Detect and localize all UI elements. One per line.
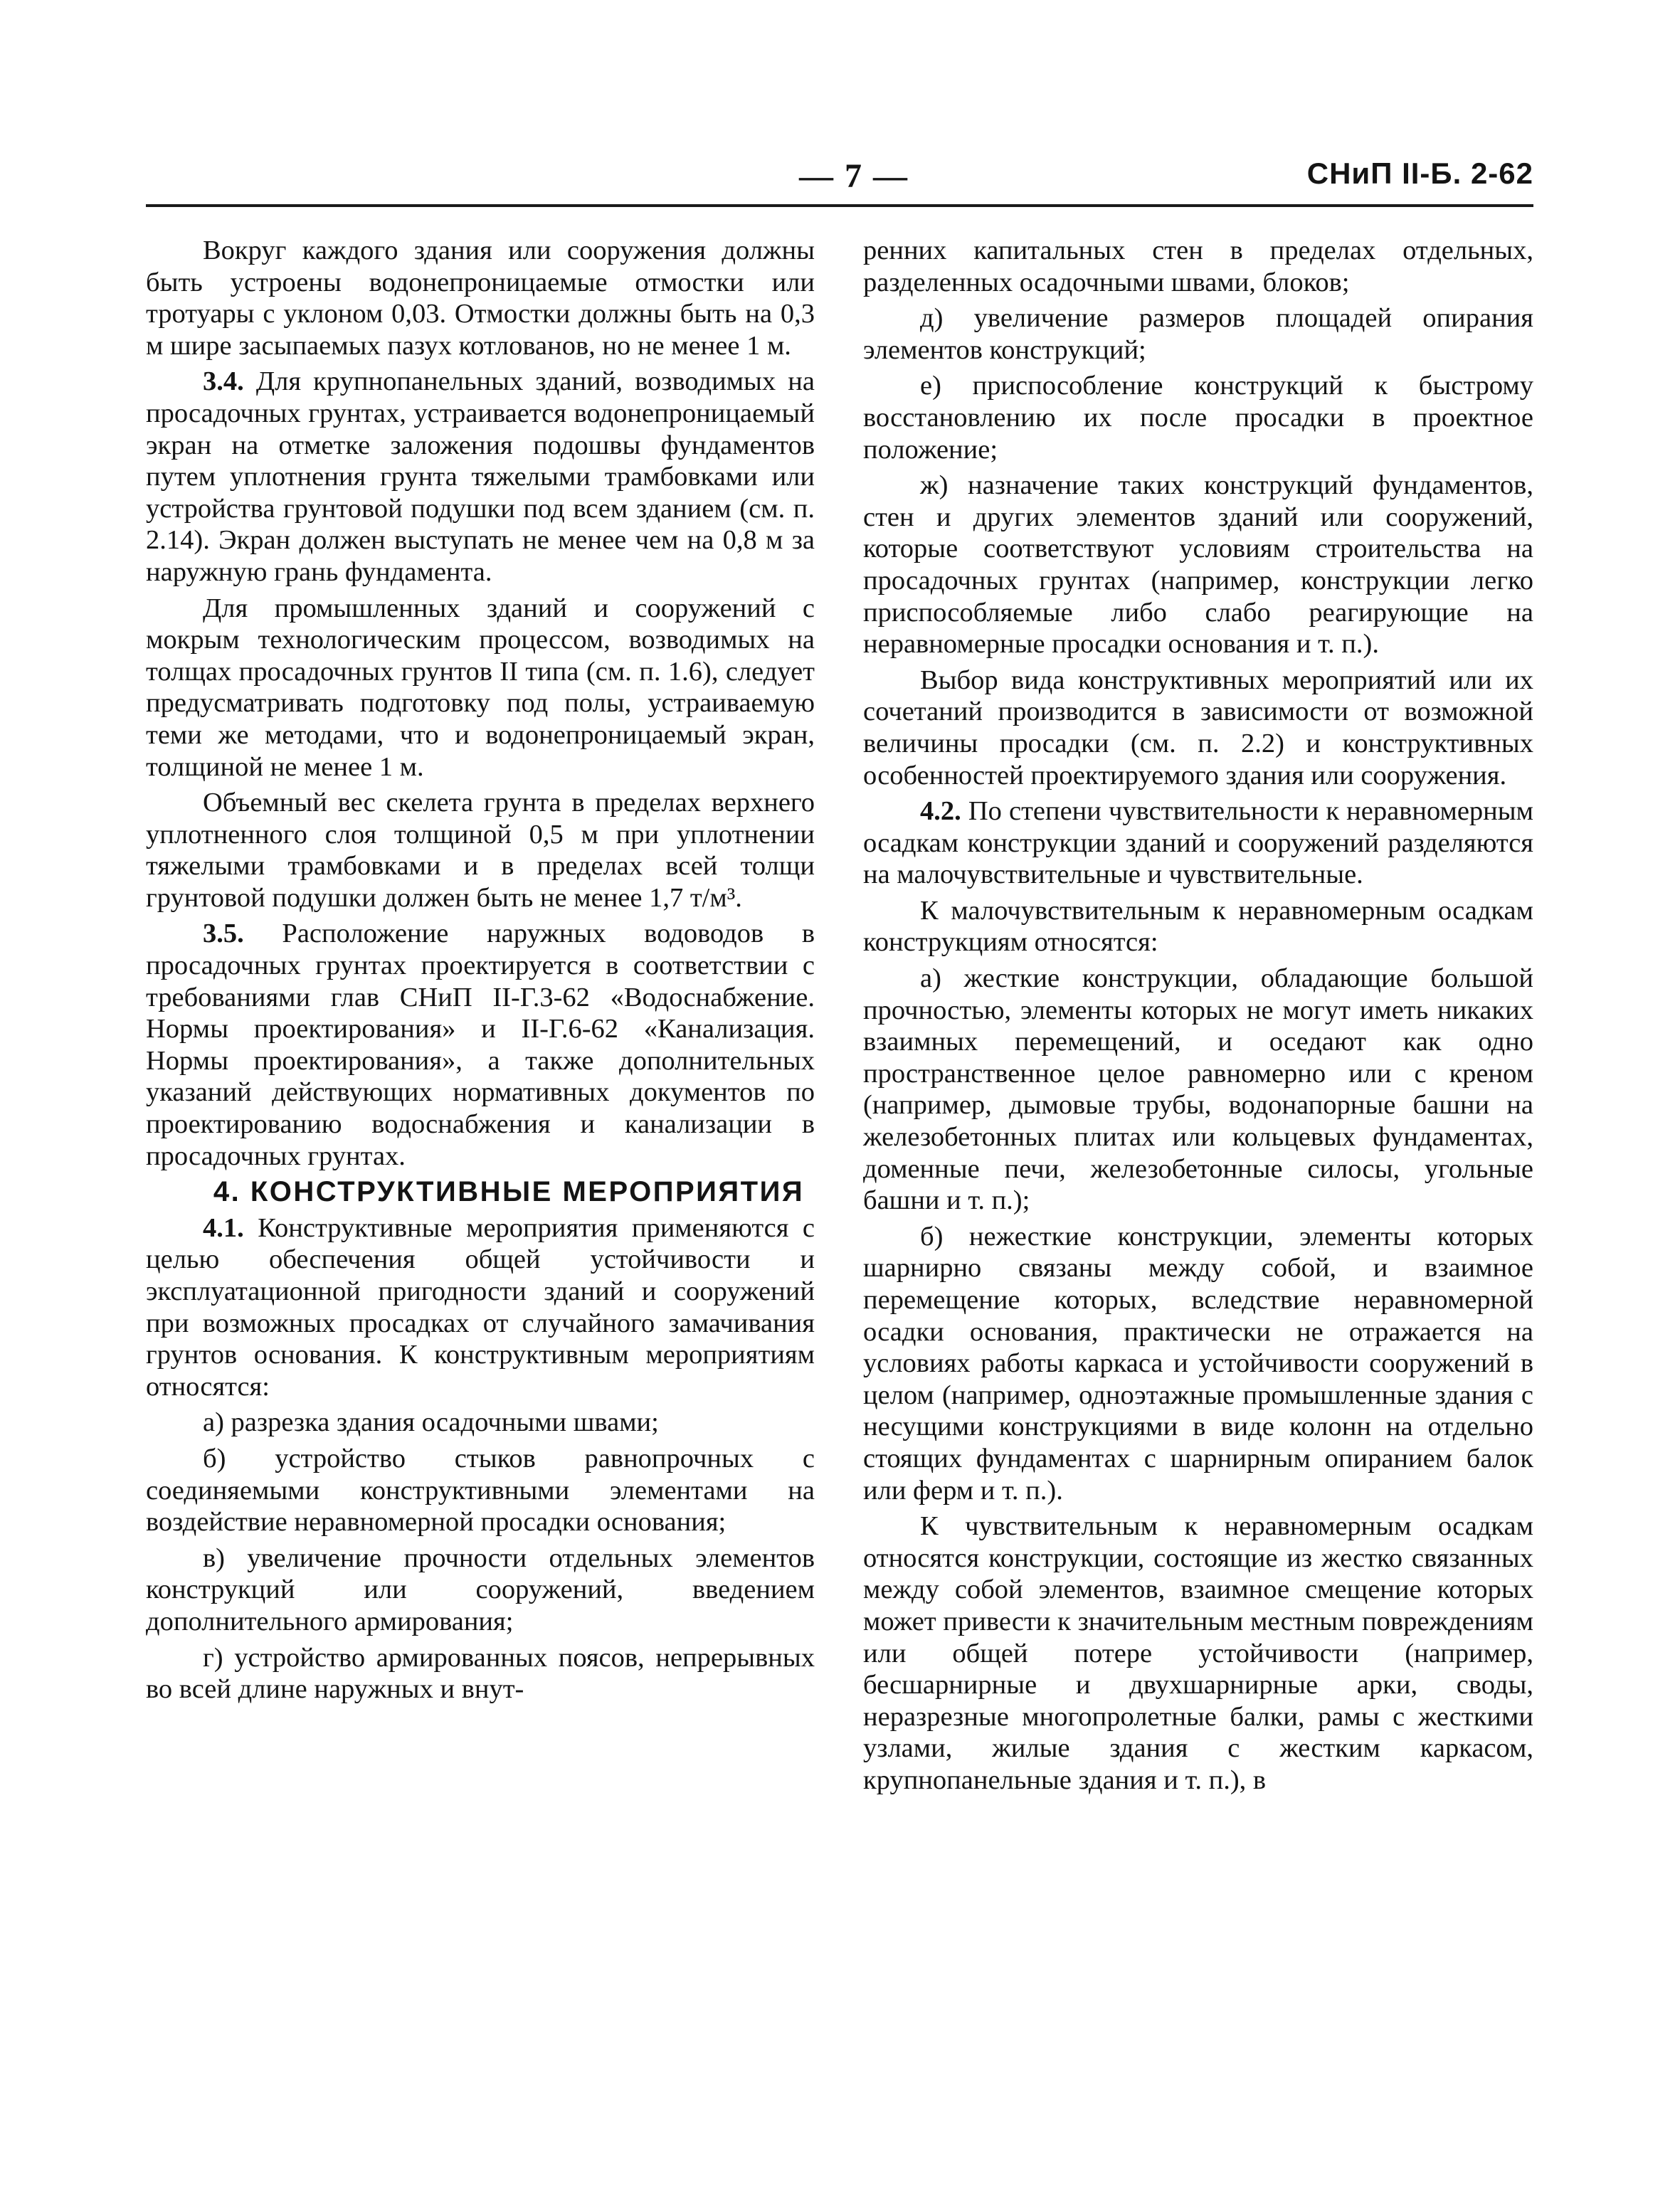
list-item: а) жесткие конструкции, обладающие большой прочностью, элементы которых не могут иметь никаких взаимных перемещений, и оседают как одно пространственное целое равномерно или с креном (например, дымовые трубы, водонапорные башни на железобетонных плитах или кольцевых фундаментах, доменные печи, железобетонные силосы, угольные башни и т. п.); [863, 963, 1533, 1216]
clause-4-2 [863, 795, 1533, 891]
clause-text: По степени чувствительности к неравномерным осадкам конструкции зданий и сооружений разделяются на малочувствительные и чувствительные. [863, 796, 1533, 890]
list-item: г) устройство армированных поясов, непрерывных во всей длине наружных и внут- [146, 1642, 815, 1705]
header-divider [146, 204, 1533, 207]
clause-number: 3.4. [203, 366, 244, 397]
page-number: — 7 — [799, 157, 909, 195]
paragraph: К малочувствительным к неравномерным осадкам конструкциям относятся: [863, 895, 1533, 958]
clause-number: 4.2. [920, 796, 961, 827]
list-item: б) нежесткие конструкции, элементы которых шарнирно связаны между собой, и взаимное перемещение которых, вследствие неравномерной осадки основания, практически не отражается на условиях работы каркаса и устойчивости сооружений в целом (например, одноэтажные промышленные здания с несущими конструкциями в виде колонн на отдельно стоящих фундаментах с шарнирным опиранием балок или ферм и т. п.). [863, 1221, 1533, 1506]
clause-4-1 [146, 1212, 815, 1403]
clause-text: Для крупнопанельных зданий, возводимых на просадочных грунтах, устраивается водонепроницаемый экран на отметке заложения подошвы фундаментов путем уплотнения грунта тяжелыми трамбовками или устройства грунтовой подушки под всем зданием (см. п. 2.14). Экран должен выступать не менее чем на 0,8 м за наружную грань фундамента. [146, 366, 815, 587]
clause-text: Расположение наружных водоводов в просадочных грунтах проектируется в соответствии с требованиями глав СНиП II-Г.3-62 «Водоснабжение. Нормы проектирования» и II-Г.6-62 «Канализация. Нормы проектирования», а также дополнительных указаний действующих нормативных документов по проектированию водоснабжения и канализации в просадочных грунтах. [146, 919, 815, 1171]
document-code: СНиП II-Б. 2-62 [1306, 157, 1533, 190]
clause-text: Конструктивные мероприятия применяются с целью обеспечения общей устойчивости и эксплуатационной пригодности зданий и сооружений при возможных просадках от случайного замачивания грунтов основания. К конструктивным мероприятиям относятся: [146, 1212, 815, 1402]
page-header [146, 148, 1533, 205]
clause-number: 4.1. [203, 1212, 244, 1243]
clause-number: 3.5. [203, 919, 244, 949]
clause-3-5 [146, 918, 815, 1172]
paragraph: Объемный вес скелета грунта в пределах верхнего уплотненного слоя толщиной 0,5 м при уплотнении тяжелыми трамбовками и в пределах всей толщи грунтовой подушки должен быть не менее 1,7 т/м³. [146, 788, 815, 913]
paragraph-continued: ренних капитальных стен в пределах отдельных, разделенных осадочными швами, блоков; [863, 236, 1533, 297]
section-heading: 4. КОНСТРУКТИВНЫЕ МЕРОПРИЯТИЯ [213, 1176, 805, 1208]
right-column [863, 235, 1533, 1797]
list-item: в) увеличение прочности отдельных элементов конструкций или сооружений, введением дополнительного армирования; [146, 1543, 815, 1636]
paragraph: К чувствительным к неравномерным осадкам относятся конструкции, состоящие из жестко связанных между собой элементов, взаимное смещение которых может привести к значительным местным повреждениям или общей потере устойчивости (например, бесшарнирные и двухшарнирные арки, своды, неразрезные многопролетные балки, рамы с жесткими узлами, жилые здания с жестким каркасом, крупнопанельные здания и т. п.), в [863, 1511, 1533, 1795]
list-item: а) разрезка здания осадочными швами; [203, 1407, 659, 1438]
clause-3-4 [146, 366, 815, 588]
paragraph: Для промышленных зданий и сооружений с мокрым технологическим процессом, возводимых на толщах просадочных грунтов II типа (см. п. 1.6), следует предусматривать подготовку под полы, устраиваемую теми же методами, что и водонепроницаемый экран, толщиной не менее 1 м. [146, 593, 815, 782]
paragraph: Вокруг каждого здания или сооружения должны быть устроены водонепроницаемые отмостки или тротуары с уклоном 0,03. Отмостки должны быть на 0,3 м шире засыпаемых пазух котлованов, но не менее 1 м. [146, 236, 815, 361]
list-item: б) устройство стыков равнопрочных с соединяемыми конструктивными элементами на воздействие неравномерной просадки основания; [146, 1443, 815, 1538]
left-column [146, 235, 815, 1705]
list-item: е) приспособление конструкций к быстрому восстановлению их после просадки в проектное положение; [863, 371, 1533, 465]
list-item: ж) назначение таких конструкций фундаментов, стен и других элементов зданий или сооружений, которые соответствуют условиям строительства на просадочных грунтах (например, конструкции легко приспособляемые либо слабо реагирующие на неравномерные просадки основания и т. п.). [863, 470, 1533, 660]
list-item: д) увеличение размеров площадей опирания элементов конструкций; [863, 303, 1533, 365]
paragraph: Выбор вида конструктивных мероприятий или их сочетаний производится в зависимости от возможной величины просадки (см. п. 2.2) и конструктивных особенностей проектируемого здания или сооружения. [863, 665, 1533, 790]
